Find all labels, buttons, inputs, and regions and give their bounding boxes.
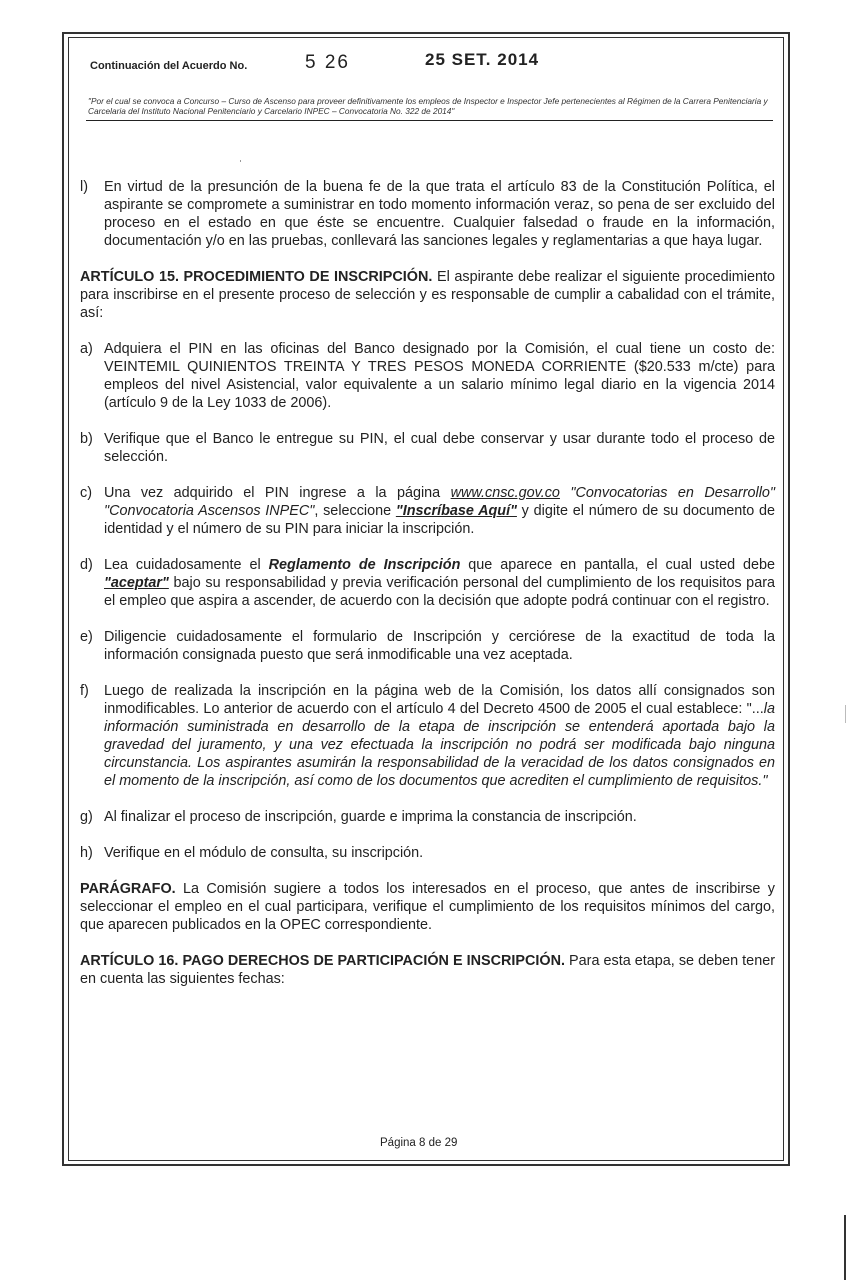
article-15 xyxy=(80,268,775,322)
item-label: e) xyxy=(80,629,93,645)
agreement-label: Continuación del Acuerdo No. xyxy=(90,60,248,72)
item-label: c) xyxy=(80,485,92,501)
item-text-part: , seleccione xyxy=(314,503,396,519)
item-text-part: Lea cuidadosamente el xyxy=(104,557,269,573)
item-text: En virtud de la presunción de la buena fe de la que trata el artículo 83 de la Constitución Política, el aspirante se compromete a suministrar en todo momento información veraz, so pena de ser excluido del proceso en el estado en que éste se encuentre. Cualquier falsedad o fraude en la información, documentación y/o en las pruebas, conllevará las sanciones legales y reglamentarias a que haya lugar. xyxy=(104,179,775,249)
item-text-part: Luego de realizada la inscripción en la página web de la Comisión, los datos allí consignados son inmodificables. Lo anterior de acuerdo con el artículo 4 del Decreto 4500 de 2005 el cual establece: "... xyxy=(104,683,775,717)
aceptar-text: "aceptar" xyxy=(104,575,169,591)
item-label: g) xyxy=(80,809,93,825)
item-label: d) xyxy=(80,557,93,573)
list-item-d xyxy=(80,556,775,610)
decree-quote: la información suministrada en desarrollo de la etapa de inscripción se entenderá aportada bajo la gravedad del juramento, y una vez efectuada la inscripción no podrá ser modificada bajo ninguna circunstancia. Los aspirantes asumirán la responsabilidad de la veracidad de los datos consignados en el momento de la inscripción, así como de los documentos que acrediten el cumplimiento de requisitos." xyxy=(104,701,775,789)
item-label: f) xyxy=(80,683,89,699)
item-text: Al finalizar el proceso de inscripción, guarde e imprima la constancia de inscripción. xyxy=(104,809,637,825)
item-text xyxy=(104,682,775,790)
item-text: Verifique que el Banco le entregue su PIN, el cual debe conservar y usar durante todo el proceso de selección. xyxy=(104,431,775,465)
article-text: El aspirante debe realizar el siguiente procedimiento para inscribirse en el presente proceso de selección y es responsable de cumplir a cabalidad con el trámite, así: xyxy=(80,269,775,321)
list-item-e xyxy=(80,628,775,664)
item-text-part xyxy=(560,485,570,501)
quoted-menu-path: "Convocatorias en Desarrollo" "Convocatoria Ascensos INPEC" xyxy=(104,485,776,519)
item-text xyxy=(104,556,775,610)
item-text: Adquiera el PIN en las oficinas del Banco designado por la Comisión, el cual tiene un costo de: VEINTEMIL QUINIENTOS TREINTA Y TRES PESOS MONEDA CORRIENTE ($20.533 m/cte) para empleos del nivel Asistencial, valor equivalente a un salario mínimo legal diario en la vigencia 2014 (artículo 9 de la Ley 1033 de 2006). xyxy=(104,341,775,411)
list-item-g xyxy=(80,808,775,826)
item-label: b) xyxy=(80,431,93,447)
list-item-c xyxy=(80,484,775,538)
item-text-part: bajo su responsabilidad y previa verificación personal del cumplimiento de los requisitos para el empleo que aspira a ascender, de acuerdo con la decisión que adopte podrá continuar con el registro. xyxy=(104,575,775,609)
item-text-part: Una vez adquirido el PIN ingrese a la página xyxy=(104,485,451,501)
list-item-l xyxy=(80,178,775,250)
inscribase-aqui-text: "Inscríbase Aquí" xyxy=(395,503,517,519)
header-rule xyxy=(86,120,773,121)
page-number: Página 8 de 29 xyxy=(380,1137,458,1149)
cnsc-link[interactable]: www.cnsc.gov.co xyxy=(450,485,560,501)
paragrafo-text: La Comisión sugiere a todos los interesados en el proceso, que antes de inscribirse y seleccionar el empleo en el cual participara, verifique el cumplimiento de los requisitos mínimos del cargo, que aparecen publicados en la OPEC correspondiente. xyxy=(80,881,775,933)
item-text-part: que aparece en pantalla, el cual usted debe xyxy=(460,557,776,573)
list-item-b xyxy=(80,430,775,466)
item-text-part: y digite el número de su documento de identidad y el número de su PIN para iniciar la inscripción. xyxy=(104,503,775,537)
paragrafo xyxy=(80,880,775,934)
article-heading: ARTÍCULO 16. PAGO DERECHOS DE PARTICIPACIÓN E INSCRIPCIÓN. xyxy=(80,953,565,969)
list-item-h xyxy=(80,844,775,862)
agreement-number: 5 26 xyxy=(305,52,350,73)
article-16 xyxy=(80,952,775,988)
list-item-a xyxy=(80,340,775,412)
reglamento-text: Reglamento de Inscripción xyxy=(268,557,461,573)
list-item-f xyxy=(80,682,775,790)
document-body xyxy=(80,178,775,988)
item-label: l) xyxy=(80,179,88,195)
paragrafo-heading: PARÁGRAFO. xyxy=(80,881,176,897)
item-text xyxy=(104,484,775,538)
agreement-subtitle: "Por el cual se convoca a Concurso – Curso de Ascenso para proveer definitivamente los empleos de Inspector e Inspector Jefe pertenecientes al Régimen de la Carrera Penitenciaria y Carcelaria del Instituto Nacional Penitenciario y Carcelario INPEC – Convocatoria No. 322 de 2014" xyxy=(88,96,768,116)
article-heading: ARTÍCULO 15. PROCEDIMIENTO DE INSCRIPCIÓN. xyxy=(80,269,433,285)
scan-speck xyxy=(240,160,241,162)
agreement-date: 25 SET. 2014 xyxy=(425,50,540,69)
article-text: Para esta etapa, se deben tener en cuenta las siguientes fechas: xyxy=(80,953,775,987)
item-text: Diligencie cuidadosamente el formulario de Inscripción y cerciórese de la exactitud de toda la información consignada puesto que será inmodificable una vez aceptada. xyxy=(104,629,775,663)
item-label: a) xyxy=(80,341,93,357)
item-label: h) xyxy=(80,845,93,861)
item-text: Verifique en el módulo de consulta, su inscripción. xyxy=(104,845,424,861)
